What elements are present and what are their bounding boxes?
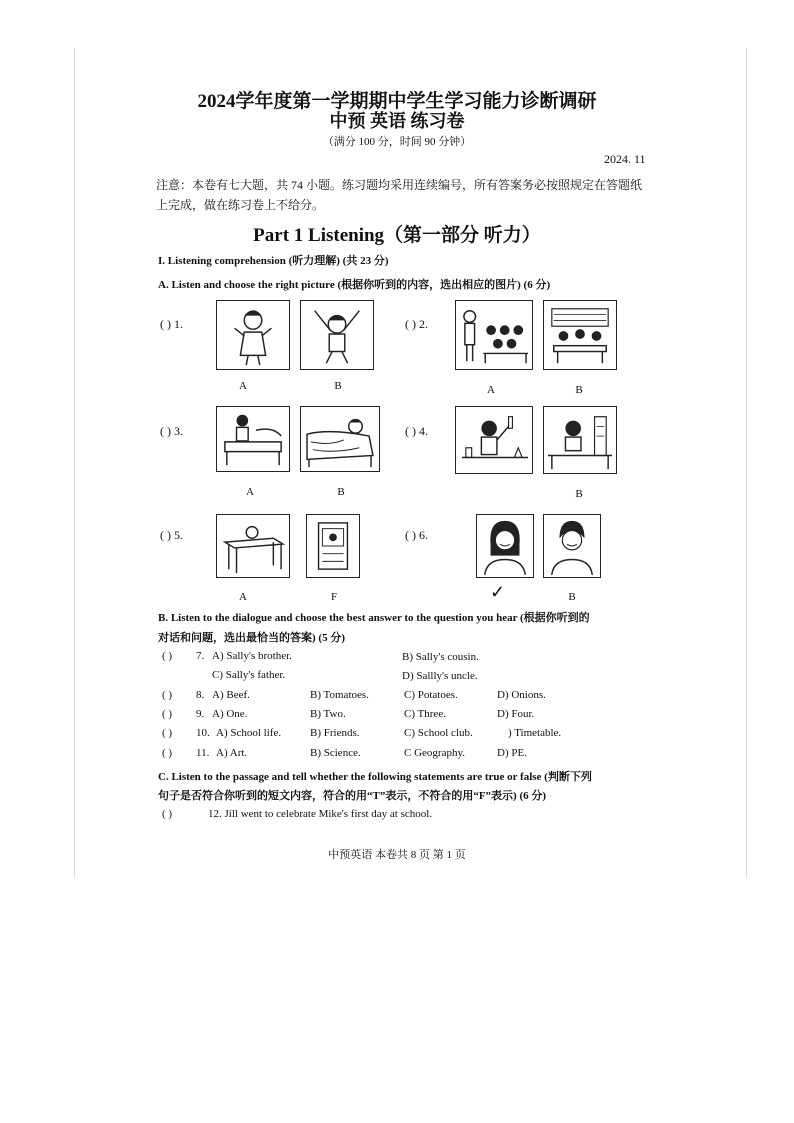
cabinet-icon	[306, 514, 360, 578]
question-5-number: ( ) 5.	[160, 528, 183, 542]
writer-at-desk-icon	[543, 406, 617, 474]
page-footer: 中预英语 本卷共 8 页 第 1 页	[328, 849, 466, 861]
sleeping-in-bed-icon	[300, 406, 380, 472]
question-number: 11.	[196, 747, 210, 759]
question-3-number: ( ) 3.	[160, 424, 183, 438]
boy-jumping-icon	[300, 300, 374, 370]
answer-paren: ( )	[162, 689, 173, 701]
section-i-heading: I. Listening comprehension (听力理解) (共 23 分)	[158, 255, 389, 267]
making-bed-icon	[216, 406, 290, 472]
option-d: D) Sallly's uncle.	[402, 670, 478, 682]
option-label: B	[575, 384, 583, 396]
option-c: C) Potatoes.	[404, 689, 458, 701]
option-b: B) Friends.	[310, 727, 360, 739]
option-label: B	[334, 380, 342, 392]
question-number: 7.	[196, 650, 205, 662]
exam-note: 注意：本卷有七大题，共 74 小题。练习题均采用连续编号，所有答案务必按照规定在答题纸上完成，做在练习卷上不给分。	[156, 178, 643, 212]
question-6-number: ( ) 6.	[405, 528, 428, 542]
question-4-number: ( ) 4.	[405, 424, 428, 438]
students-at-table-icon	[543, 300, 617, 370]
answer-paren: ( )	[162, 650, 173, 662]
option-label: F	[330, 591, 338, 603]
exam-info: （满分 100 分，时间 90 分钟）	[322, 136, 472, 148]
question-number: 10.	[196, 727, 210, 739]
exam-date: 2024. 11	[604, 152, 646, 166]
option-d: D) Onions.	[497, 689, 546, 701]
check-mark-icon: ✓	[490, 582, 506, 602]
option-b: B) Science.	[310, 747, 361, 759]
section-c-heading: C. Listen to the passage and tell whether the following statements are true or false (判断下列	[158, 771, 592, 783]
scientist-icon	[455, 406, 533, 474]
girl-icon	[216, 300, 290, 370]
exam-title: 2024学年度第一学期期中学生学习能力诊断调研	[197, 91, 597, 112]
option-d: D) Four.	[497, 708, 535, 720]
option-b: B) Two.	[310, 708, 346, 720]
option-d: D) PE.	[497, 747, 527, 759]
option-d: ) Timetable.	[508, 727, 562, 739]
option-a: A) School life.	[216, 727, 282, 739]
table-with-ball-icon	[216, 514, 290, 578]
statement-12: 12. Jill went to celebrate Mike's first day at school.	[208, 808, 433, 820]
option-a: A) Sally's brother.	[212, 650, 292, 662]
option-a: A) One.	[212, 708, 248, 720]
option-label: A	[239, 591, 247, 603]
option-label: A	[239, 380, 247, 392]
option-c: C) School club.	[404, 727, 473, 739]
option-label: A	[246, 486, 254, 498]
woman-long-hair-icon	[476, 514, 534, 578]
option-b: B) Tomatoes.	[310, 689, 369, 701]
option-c: C Geography.	[404, 747, 465, 759]
classroom-teacher-icon	[455, 300, 533, 370]
section-b-heading: B. Listen to the dialogue and choose the best answer to the question you hear (根据你听到的	[158, 612, 590, 624]
section-b-heading-cont: 对话和问题，选出最恰当的答案) (5 分)	[158, 632, 345, 644]
option-a: A) Art.	[216, 747, 248, 759]
option-a: A) Beef.	[212, 689, 250, 701]
section-c-heading-cont: 句子是否符合你听到的短文内容，符合的用“T”表示，不符合的用“F”表示) (6 分)	[158, 790, 547, 802]
option-label: B	[337, 486, 345, 498]
option-label: B	[575, 488, 583, 500]
option-c: C) Three.	[404, 708, 446, 720]
answer-paren: ( )	[162, 708, 173, 720]
woman-short-hair-icon	[543, 514, 601, 578]
section-a-heading: A. Listen and choose the right picture (根据你听到的内容，选出相应的图片) (6 分)	[158, 279, 551, 291]
exam-subtitle: 中预 英语 练习卷	[329, 111, 465, 131]
option-b: B) Sally's cousin.	[402, 651, 479, 663]
option-label: B	[568, 591, 576, 603]
answer-paren: ( )	[162, 808, 173, 820]
page-edge-right	[746, 48, 747, 878]
option-label: A	[487, 384, 495, 396]
answer-paren: ( )	[162, 727, 173, 739]
question-1-number: ( ) 1.	[160, 317, 183, 331]
answer-paren: ( )	[162, 747, 173, 759]
option-c: C) Sally's father.	[212, 669, 286, 681]
question-number: 9.	[196, 708, 205, 720]
question-2-number: ( ) 2.	[405, 317, 428, 331]
page-edge-left	[74, 48, 75, 878]
question-number: 8.	[196, 689, 205, 701]
part-heading: Part 1 Listening（第一部分 听力）	[253, 225, 541, 246]
